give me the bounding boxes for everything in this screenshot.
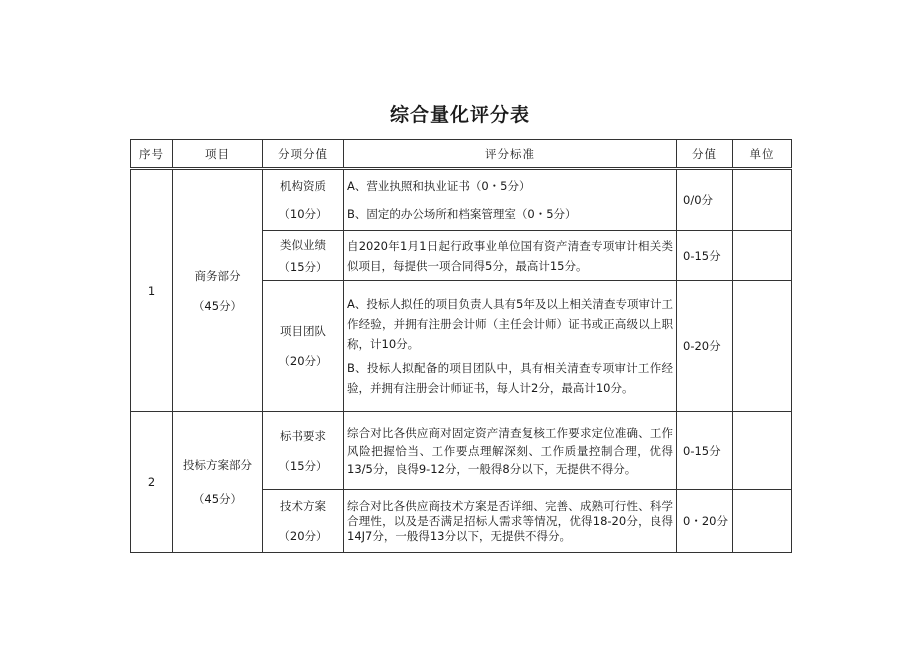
table-row bbox=[131, 412, 792, 490]
sub-item-name: 类似业绩 bbox=[280, 237, 326, 252]
criteria-text: A、营业执照和执业证书（0・5分） bbox=[347, 179, 531, 193]
scoring-table bbox=[130, 139, 792, 553]
header-item: 项目 bbox=[173, 140, 263, 169]
sub-item-value: （20分） bbox=[278, 529, 328, 543]
header-row bbox=[131, 140, 792, 169]
sub-item-name: 项目团队 bbox=[280, 324, 326, 338]
sub-item-cell bbox=[263, 412, 344, 490]
criteria-cell bbox=[344, 169, 677, 231]
score-cell: 0-20分 bbox=[677, 281, 733, 412]
score-cell: 0/0分 bbox=[677, 169, 733, 231]
page-title: 综合量化评分表 bbox=[389, 104, 530, 126]
section-name: 商务部分 bbox=[194, 268, 241, 283]
section-name: 投标方案部分 bbox=[183, 458, 252, 472]
criteria-text: B、投标人拟配备的项目团队中，具有相关清查专项审计工作经验，并拥有注册会计师证书，每人计2分，最高计10分。 bbox=[347, 361, 673, 395]
sub-item-value: （15分） bbox=[278, 259, 328, 274]
section-number: 1 bbox=[131, 169, 173, 412]
criteria-text: 综合对比各供应商技术方案是否详细、完善、成熟可行性、科学合理性，以及是否满足招标人需求等情况，优得18-20分，良得14J7分，一般得13分以下，无提供不得分。 bbox=[347, 498, 673, 543]
sub-item-cell bbox=[263, 169, 344, 231]
criteria-cell bbox=[344, 412, 677, 490]
score-cell: 0・20分 bbox=[677, 490, 733, 553]
section-cell bbox=[173, 412, 263, 553]
criteria-text: 自2020年1月1日起行政事业单位国有资产清查专项审计相关类似项目，每提供一项合同得5分，最高计15分。 bbox=[347, 238, 673, 273]
score-cell: 0-15分 bbox=[677, 412, 733, 490]
header-criteria: 评分标准 bbox=[344, 140, 677, 169]
sub-item-name: 技术方案 bbox=[280, 499, 326, 513]
criteria-cell bbox=[344, 490, 677, 553]
sub-item-cell bbox=[263, 231, 344, 281]
header-score: 分值 bbox=[677, 140, 733, 169]
header-no: 序号 bbox=[131, 140, 173, 169]
criteria-text: A、投标人拟任的项目负责人具有5年及以上相关清查专项审计工作经验，并拥有注册会计师（主任会计师）证书或正高级以上职称，计10分。 bbox=[347, 297, 673, 351]
table-row bbox=[131, 169, 792, 231]
header-unit: 单位 bbox=[733, 140, 792, 169]
score-cell: 0-15分 bbox=[677, 231, 733, 281]
unit-cell bbox=[733, 231, 792, 281]
sub-item-cell bbox=[263, 281, 344, 412]
criteria-text: B、固定的办公场所和档案管理室（0・5分） bbox=[347, 207, 577, 221]
sub-item-value: （10分） bbox=[278, 207, 328, 221]
sub-item-name: 机构资质 bbox=[280, 179, 326, 193]
header-sub-value: 分项分值 bbox=[263, 140, 344, 169]
criteria-cell bbox=[344, 231, 677, 281]
unit-cell bbox=[733, 412, 792, 490]
criteria-cell bbox=[344, 281, 677, 412]
section-number: 2 bbox=[131, 412, 173, 553]
sub-item-name: 标书要求 bbox=[280, 428, 326, 443]
unit-cell bbox=[733, 169, 792, 231]
unit-cell bbox=[733, 490, 792, 553]
sub-item-value: （15分） bbox=[278, 458, 328, 473]
sub-item-cell bbox=[263, 490, 344, 553]
criteria-text: 综合对比各供应商对固定资产清查复核工作要求定位准确、工作风险把握恰当、工作要点理解深刻、工作质量控制合理，优得13/5分，良得9-12分，一般得8分以下，无提供不得分。 bbox=[347, 425, 673, 476]
section-total: （45分） bbox=[192, 298, 243, 313]
unit-cell bbox=[733, 281, 792, 412]
sub-item-value: （20分） bbox=[278, 354, 328, 368]
section-total: （45分） bbox=[192, 492, 243, 506]
section-cell bbox=[173, 169, 263, 412]
